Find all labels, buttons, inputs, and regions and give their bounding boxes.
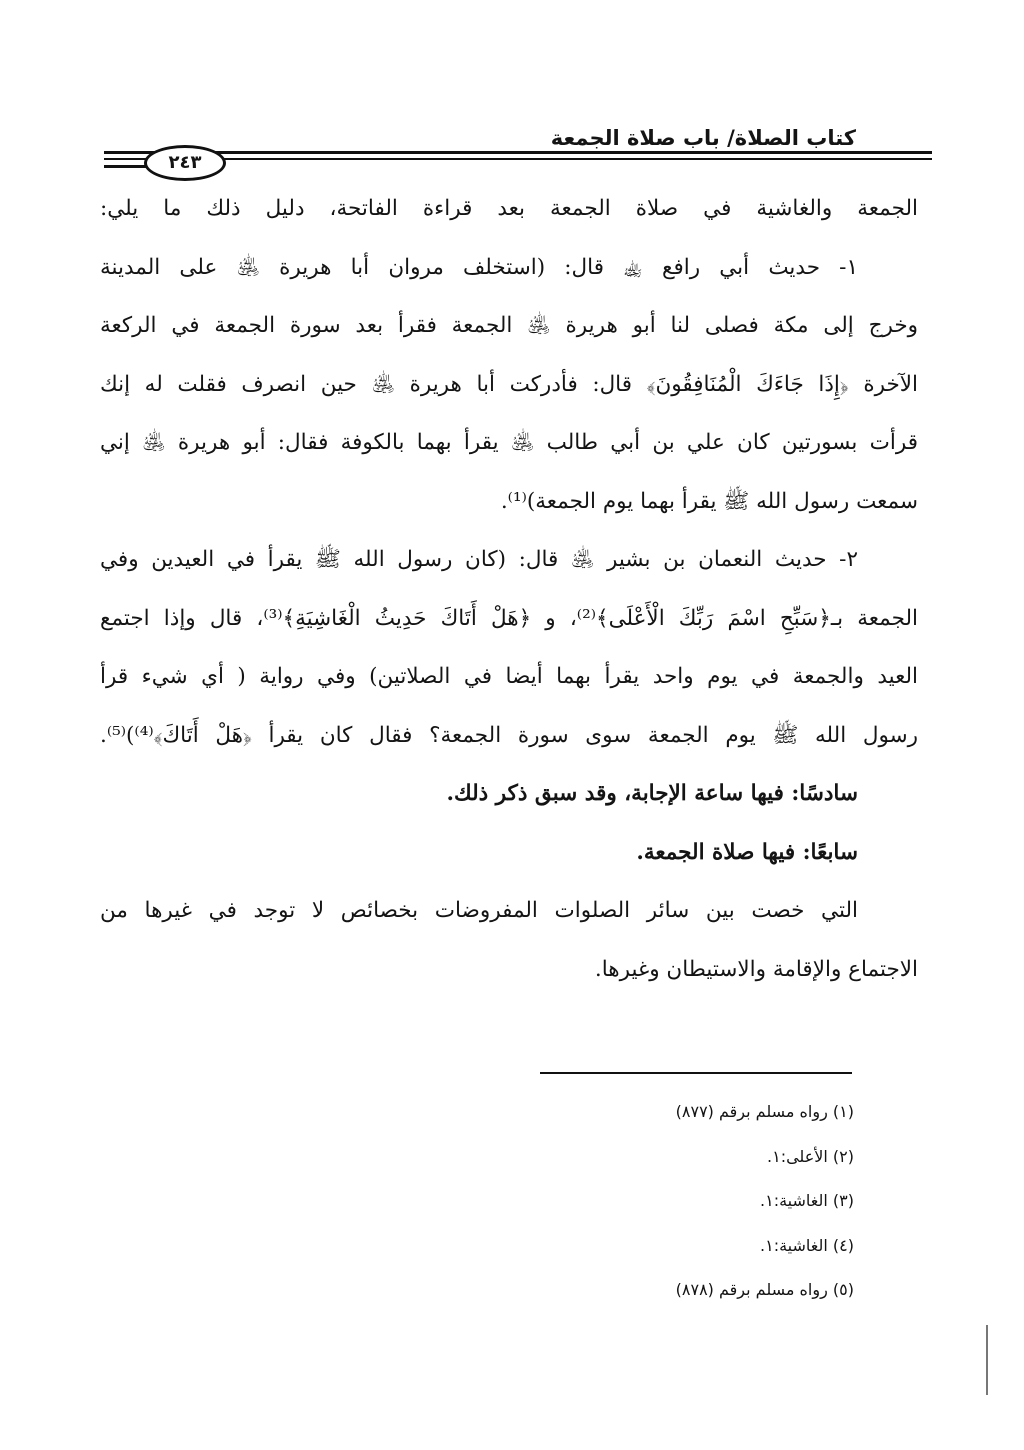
body-line: الجمعة والغاشية في صلاة الجمعة بعد قراءة الفاتحة، دليل ذلك ما يلي: xyxy=(100,196,918,221)
body-line: قرأت بسورتين كان علي بن أبي طالب ﵁ يقرأ بهما بالكوفة فقال: أبو هريرة ﵁ إني xyxy=(100,430,918,455)
footnote: (٤) الغاشية:١. xyxy=(760,1235,854,1255)
section-heading: سابعًا: فيها صلاة الجمعة. xyxy=(636,839,858,865)
header-rule-top xyxy=(104,151,932,154)
body-line: العيد والجمعة في يوم واحد يقرأ بهما أيضا في الصلاتين) وفي رواية ( أي شيء قرأ xyxy=(100,664,918,689)
footnote: (٢) الأعلى:١. xyxy=(767,1146,854,1166)
body-line: رسول الله ﷺ يوم الجمعة سوى سورة الجمعة؟ فقال كان يقرأ ﴿هَلْ أَتَاكَ﴾⁽⁴⁾)⁽⁵⁾. xyxy=(100,722,918,748)
footnote: (١) رواه مسلم برقم (٨٧٧) xyxy=(675,1102,854,1121)
section-heading: سادسًا: فيها ساعة الإجابة، وقد سبق ذكر ذلك. xyxy=(446,781,858,806)
footnote: (٣) الغاشية:١. xyxy=(760,1191,854,1210)
body-line: وخرج إلى مكة فصلى لنا أبو هريرة ﵁ الجمعة فقرأ بعد سورة الجمعة في الركعة xyxy=(100,313,918,338)
body-line: الاجتماع والإقامة والاستيطان وغيرها. xyxy=(594,956,918,982)
body-line: الجمعة بـ﴿سَبِّحِ اسْمَ رَبِّكَ الْأَعْلَى﴾⁽²⁾، و ﴿هَلْ أَتَاكَ حَدِيثُ الْغَاشِيَةِ﴾⁽³⁾، قال وإذا اجتمع xyxy=(100,605,918,631)
body-line: سمعت رسول الله ﷺ يقرأ بهما يوم الجمعة)⁽¹⁾. xyxy=(500,488,918,514)
page-number: ٢٤٣ xyxy=(144,145,226,181)
body-line: ٢- حديث النعمان بن بشير ﵁ قال: (كان رسول الله ﷺ يقرأ في العيدين وفي xyxy=(100,547,858,572)
body-line: الآخرة ﴿إِذَا جَاءَكَ الْمُنَافِقُونَ﴾ قال: فأدركت أبا هريرة ﵁ حين انصرف فقلت له إنك xyxy=(100,371,918,397)
header-rule-bottom xyxy=(104,158,932,160)
footnote: (٥) رواه مسلم برقم (٨٧٨) xyxy=(675,1280,854,1299)
footnote-separator xyxy=(540,1072,852,1074)
body-line: ١- حديث أبي رافع ﵀ قال: (استخلف مروان أبا هريرة ﵁ على المدينة xyxy=(100,254,858,280)
body-text xyxy=(100,180,918,999)
body-line: التي خصت بين سائر الصلوات المفروضات بخصائص لا توجد في غيرها من xyxy=(100,898,858,923)
footnotes xyxy=(676,1090,854,1313)
running-head: كتاب الصلاة/ باب صلاة الجمعة xyxy=(550,126,856,150)
scan-margin-mark xyxy=(986,1325,988,1395)
